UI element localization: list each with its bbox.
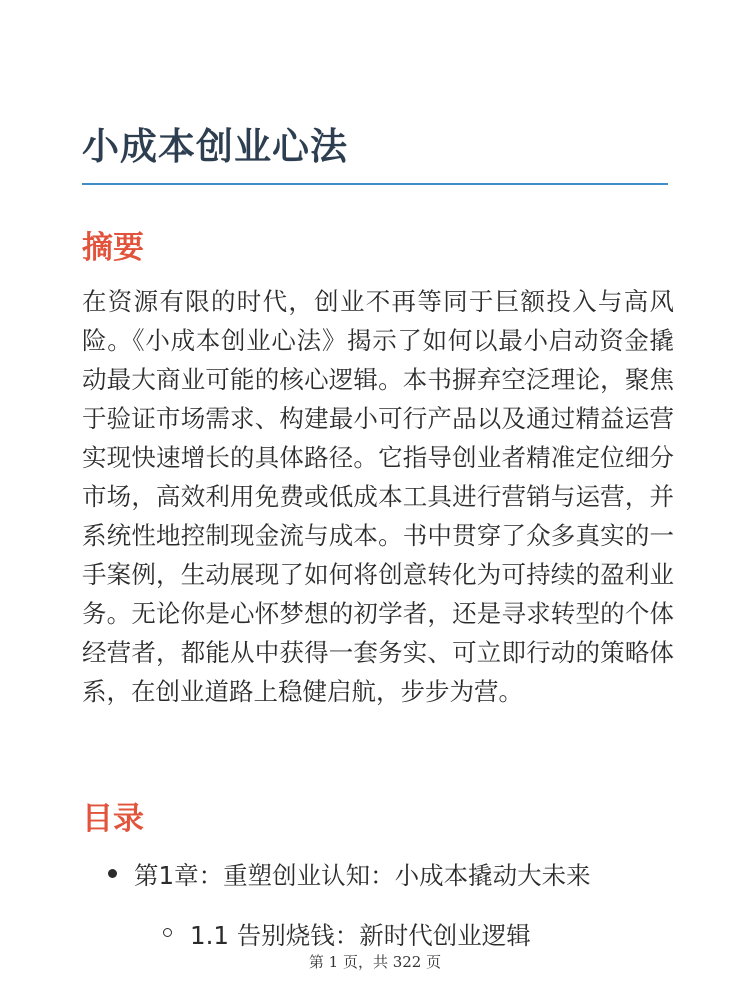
toc-chapter-item[interactable] bbox=[134, 857, 591, 892]
page-number-label: 第 1 页，共 322 页 bbox=[308, 953, 442, 971]
toc-chapter-label: 第1章：重塑创业认知：小成本撬动大未来 bbox=[134, 861, 591, 890]
bullet-disc-icon bbox=[108, 869, 117, 878]
document-title: 小成本创业心法 bbox=[82, 125, 348, 168]
toc-section-label: 1.1 告别烧钱：新时代创业逻辑 bbox=[190, 921, 531, 950]
abstract-heading: 摘要 bbox=[82, 230, 144, 266]
page-footer bbox=[0, 951, 750, 972]
abstract-paragraph: 在资源有限的时代，创业不再等同于巨额投入与高风险。《小成本创业心法》揭示了如何以最小启动资金撬动最大商业可能的核心逻辑。本书摒弃空泛理论，聚焦于验证市场需求、构建最小可行产品以及通过精益运营实现快速增长的具体路径。它指导创业者精准定位细分市场，高效利用免费或低成本工具进行营销与运营，并系统性地控制现金流与成本。书中贯穿了众多真实的一手案例，生动展现了如何将创意转化为可持续的盈利业务。无论你是心怀梦想的初学者，还是寻求转型的个体经营者，都能从中获得一套务实、可立即行动的策略体系，在创业道路上稳健启航，步步为营。 bbox=[82, 287, 674, 706]
toc-heading: 目录 bbox=[82, 801, 144, 837]
document-page bbox=[82, 0, 674, 1000]
bullet-circle-icon bbox=[163, 928, 172, 937]
title-divider bbox=[82, 183, 668, 185]
toc-section-item[interactable] bbox=[190, 917, 531, 952]
